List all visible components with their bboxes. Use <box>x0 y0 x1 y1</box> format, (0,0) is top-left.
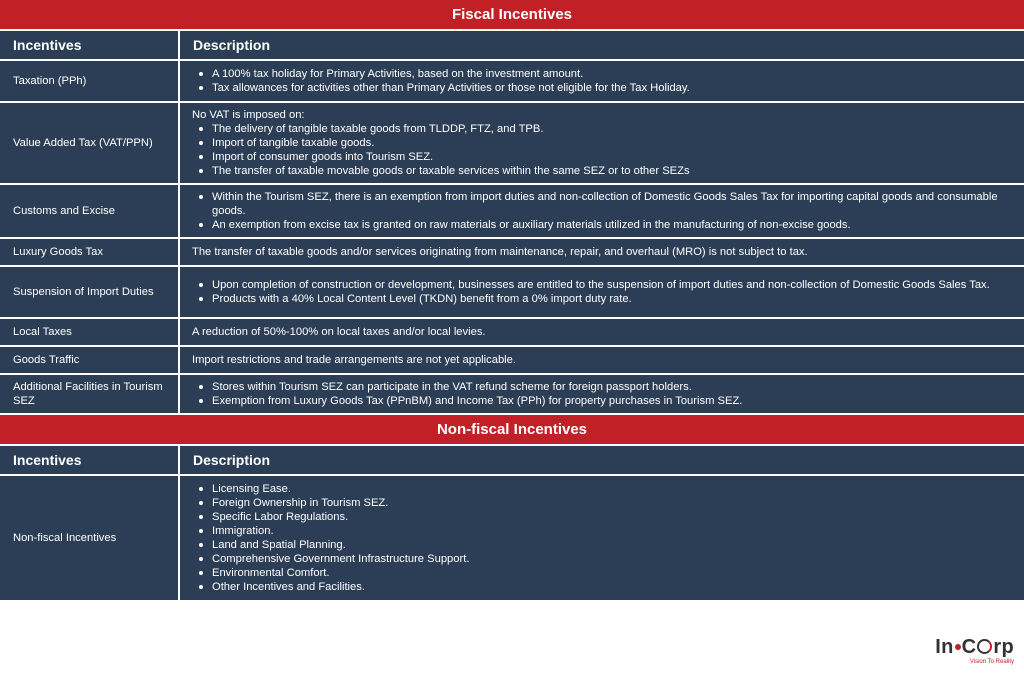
incentive-label: Goods Traffic <box>0 346 179 374</box>
bullet-item: An exemption from excise tax is granted on raw materials or auxiliary materials utilized in the manufacturing of non-excise goods. <box>212 218 1014 232</box>
fiscal-header-row <box>0 30 1024 60</box>
logo-text-left: In <box>935 636 954 658</box>
incentive-description <box>179 374 1024 414</box>
bullet-item: Specific Labor Regulations. <box>212 510 1014 524</box>
bullet-item: Immigration. <box>212 524 1014 538</box>
bullet-item: Other Incentives and Facilities. <box>212 580 1014 594</box>
bullet-list <box>192 190 1014 232</box>
logo-text-right: rp <box>993 636 1014 658</box>
header-incentives: Incentives <box>0 30 179 60</box>
incentive-label: Non-fiscal Incentives <box>0 475 179 601</box>
incentive-description <box>179 266 1024 318</box>
table-row <box>0 184 1024 238</box>
bullet-item: Import of tangible taxable goods. <box>212 136 1014 150</box>
table-row <box>0 475 1024 601</box>
incentive-label: Customs and Excise <box>0 184 179 238</box>
nonfiscal-table <box>0 444 1024 602</box>
incentive-description <box>179 102 1024 184</box>
bullet-item: Upon completion of construction or development, businesses are entitled to the suspension of import duties and non-collection of Domestic Goods Sales Tax. <box>212 278 1014 292</box>
header-description: Description <box>179 445 1024 475</box>
bullet-list <box>192 122 1014 178</box>
bullet-item: Stores within Tourism SEZ can participate in the VAT refund scheme for foreign passport holders. <box>212 380 1014 394</box>
bullet-list <box>192 380 1014 408</box>
description-text: The transfer of taxable goods and/or services originating from maintenance, repair, and overhaul (MRO) is not subject to tax. <box>192 246 808 258</box>
bullet-item: The transfer of taxable movable goods or taxable services within the same SEZ or to other SEZs <box>212 164 1014 178</box>
incentive-label: Luxury Goods Tax <box>0 238 179 266</box>
bullet-item: A 100% tax holiday for Primary Activities, based on the investment amount. <box>212 67 1014 81</box>
incentive-description <box>179 238 1024 266</box>
logo-tagline: Vision To Reality <box>969 659 1014 665</box>
header-description: Description <box>179 30 1024 60</box>
bullet-list <box>192 67 1014 95</box>
incentive-label: Value Added Tax (VAT/PPN) <box>0 102 179 184</box>
fiscal-title: Fiscal Incentives <box>0 0 1024 29</box>
table-row <box>0 238 1024 266</box>
bullet-item: Tax allowances for activities other than Primary Activities or those not eligible for the Tax Holiday. <box>212 81 1014 95</box>
description-text: Import restrictions and trade arrangements are not yet applicable. <box>192 354 516 366</box>
bullet-item: Within the Tourism SEZ, there is an exemption from import duties and non-collection of Domestic Goods Sales Tax for importing capital goods and consumable goods. <box>212 190 1014 218</box>
table-row <box>0 346 1024 374</box>
logo-circle-icon <box>977 639 992 654</box>
table-row <box>0 266 1024 318</box>
incentive-description <box>179 318 1024 346</box>
incentive-label: Suspension of Import Duties <box>0 266 179 318</box>
bullet-list <box>192 482 1014 594</box>
nonfiscal-header-row <box>0 445 1024 475</box>
incentive-description <box>179 60 1024 102</box>
fiscal-table <box>0 29 1024 415</box>
bullet-item: Comprehensive Government Infrastructure Support. <box>212 552 1014 566</box>
incentive-description <box>179 475 1024 601</box>
table-row <box>0 374 1024 414</box>
table-row <box>0 318 1024 346</box>
nonfiscal-section <box>0 415 1024 602</box>
incentive-description <box>179 346 1024 374</box>
table-row <box>0 102 1024 184</box>
incorp-logo: In C rp Vision To Reality <box>935 636 1014 665</box>
incentive-label: Local Taxes <box>0 318 179 346</box>
incentive-description <box>179 184 1024 238</box>
bullet-item: Import of consumer goods into Tourism SEZ. <box>212 150 1014 164</box>
header-incentives: Incentives <box>0 445 179 475</box>
bullet-item: Foreign Ownership in Tourism SEZ. <box>212 496 1014 510</box>
nonfiscal-title: Non-fiscal Incentives <box>0 415 1024 444</box>
incentive-label: Taxation (PPh) <box>0 60 179 102</box>
bullet-item: Exemption from Luxury Goods Tax (PPnBM) and Income Tax (PPh) for property purchases in Tourism SEZ. <box>212 394 1014 408</box>
bullet-item: Land and Spatial Planning. <box>212 538 1014 552</box>
logo-dot-icon <box>955 644 961 650</box>
bullet-item: Licensing Ease. <box>212 482 1014 496</box>
bullet-item: The delivery of tangible taxable goods from TLDDP, FTZ, and TPB. <box>212 122 1014 136</box>
description-text: No VAT is imposed on: <box>192 109 305 121</box>
description-text: A reduction of 50%-100% on local taxes and/or local levies. <box>192 326 486 338</box>
bullet-item: Environmental Comfort. <box>212 566 1014 580</box>
bullet-item: Products with a 40% Local Content Level (TKDN) benefit from a 0% import duty rate. <box>212 292 1014 306</box>
table-row <box>0 60 1024 102</box>
incentive-label: Additional Facilities in Tourism SEZ <box>0 374 179 414</box>
bullet-list <box>192 278 1014 306</box>
